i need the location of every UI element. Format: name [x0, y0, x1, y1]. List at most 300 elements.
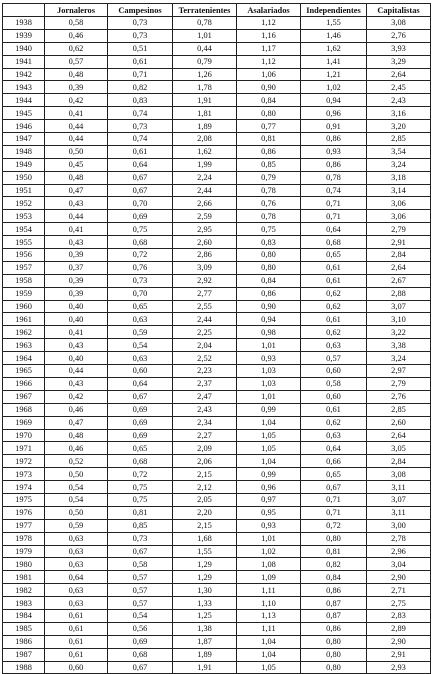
- cell-independientes: 0,68: [301, 236, 367, 249]
- cell-asalariados: 0,80: [237, 261, 301, 274]
- cell-independientes: 0,62: [301, 326, 367, 339]
- cell-jornaleros: 0,61: [45, 622, 108, 635]
- cell-jornaleros: 0,63: [45, 597, 108, 610]
- cell-asalariados: 0,97: [237, 493, 301, 506]
- cell-terratenientes: 1,89: [173, 648, 237, 661]
- cell-asalariados: 1,04: [237, 635, 301, 648]
- cell-jornaleros: 0,42: [45, 390, 108, 403]
- cell-independientes: 0,84: [301, 571, 367, 584]
- cell-asalariados: 0,83: [237, 236, 301, 249]
- cell-jornaleros: 0,63: [45, 545, 108, 558]
- table-row: [3, 635, 431, 648]
- cell-capitalistas: 2,91: [367, 648, 431, 661]
- cell-terratenientes: 1,33: [173, 597, 237, 610]
- cell-capitalistas: 2,71: [367, 584, 431, 597]
- cell-asalariados: 1,01: [237, 390, 301, 403]
- cell-capitalistas: 3,16: [367, 107, 431, 120]
- cell-terratenientes: 1,29: [173, 571, 237, 584]
- table-row: [3, 261, 431, 274]
- cell-asalariados: 1,01: [237, 532, 301, 545]
- cell-jornaleros: 0,40: [45, 300, 108, 313]
- table-row: [3, 455, 431, 468]
- cell-campesinos: 0,68: [108, 455, 173, 468]
- cell-jornaleros: 0,48: [45, 429, 108, 442]
- cell-campesinos: 0,57: [108, 584, 173, 597]
- cell-jornaleros: 0,64: [45, 571, 108, 584]
- cell-campesinos: 0,63: [108, 313, 173, 326]
- table-row: [3, 68, 431, 81]
- cell-year: 1954: [3, 223, 45, 236]
- table-row: [3, 352, 431, 365]
- cell-jornaleros: 0,44: [45, 365, 108, 378]
- cell-jornaleros: 0,46: [45, 403, 108, 416]
- cell-year: 1981: [3, 571, 45, 584]
- cell-terratenientes: 1,62: [173, 145, 237, 158]
- cell-year: 1943: [3, 81, 45, 94]
- cell-asalariados: 1,13: [237, 609, 301, 622]
- cell-terratenientes: 3,09: [173, 261, 237, 274]
- column-header-jornaleros: Jornaleros: [45, 4, 108, 17]
- cell-campesinos: 0,76: [108, 261, 173, 274]
- cell-terratenientes: 2,05: [173, 493, 237, 506]
- cell-campesinos: 0,75: [108, 481, 173, 494]
- column-header-year: [3, 4, 45, 17]
- cell-year: 1960: [3, 300, 45, 313]
- cell-capitalistas: 2,83: [367, 609, 431, 622]
- cell-capitalistas: 2,90: [367, 571, 431, 584]
- table-row: [3, 597, 431, 610]
- cell-independientes: 0,86: [301, 584, 367, 597]
- table-row: [3, 339, 431, 352]
- cell-campesinos: 0,71: [108, 68, 173, 81]
- column-header-asalariados: Asalariados: [237, 4, 301, 17]
- cell-jornaleros: 0,43: [45, 339, 108, 352]
- cell-year: 1974: [3, 481, 45, 494]
- cell-jornaleros: 0,48: [45, 171, 108, 184]
- table-row: [3, 648, 431, 661]
- cell-campesinos: 0,69: [108, 416, 173, 429]
- cell-asalariados: 0,93: [237, 519, 301, 532]
- cell-independientes: 0,71: [301, 210, 367, 223]
- cell-capitalistas: 3,20: [367, 120, 431, 133]
- table-row: [3, 42, 431, 55]
- cell-capitalistas: 3,24: [367, 158, 431, 171]
- cell-jornaleros: 0,46: [45, 442, 108, 455]
- cell-capitalistas: 3,00: [367, 519, 431, 532]
- cell-independientes: 1,41: [301, 55, 367, 68]
- cell-year: 1979: [3, 545, 45, 558]
- cell-terratenientes: 2,43: [173, 403, 237, 416]
- cell-capitalistas: 2,43: [367, 94, 431, 107]
- column-header-campesinos: Campesinos: [108, 4, 173, 17]
- cell-jornaleros: 0,40: [45, 313, 108, 326]
- cell-terratenientes: 2,44: [173, 184, 237, 197]
- cell-asalariados: 1,10: [237, 597, 301, 610]
- table-body: [3, 17, 431, 674]
- cell-campesinos: 0,54: [108, 609, 173, 622]
- cell-year: 1944: [3, 94, 45, 107]
- cell-year: 1980: [3, 558, 45, 571]
- cell-jornaleros: 0,42: [45, 94, 108, 107]
- cell-year: 1939: [3, 29, 45, 42]
- cell-capitalistas: 3,11: [367, 481, 431, 494]
- cell-year: 1978: [3, 532, 45, 545]
- cell-capitalistas: 2,76: [367, 390, 431, 403]
- cell-campesinos: 0,73: [108, 120, 173, 133]
- cell-campesinos: 0,67: [108, 661, 173, 674]
- table-row: [3, 571, 431, 584]
- cell-independientes: 0,71: [301, 197, 367, 210]
- cell-year: 1959: [3, 287, 45, 300]
- cell-campesinos: 0,64: [108, 377, 173, 390]
- cell-capitalistas: 3,24: [367, 352, 431, 365]
- cell-capitalistas: 3,38: [367, 339, 431, 352]
- cell-year: 1969: [3, 416, 45, 429]
- cell-capitalistas: 2,79: [367, 223, 431, 236]
- cell-terratenientes: 1,68: [173, 532, 237, 545]
- cell-terratenientes: 2,95: [173, 223, 237, 236]
- table-row: [3, 481, 431, 494]
- cell-year: 1942: [3, 68, 45, 81]
- cell-year: 1967: [3, 390, 45, 403]
- cell-year: 1948: [3, 145, 45, 158]
- cell-jornaleros: 0,50: [45, 145, 108, 158]
- cell-campesinos: 0,73: [108, 274, 173, 287]
- cell-campesinos: 0,54: [108, 339, 173, 352]
- table-row: [3, 274, 431, 287]
- cell-capitalistas: 2,89: [367, 622, 431, 635]
- cell-asalariados: 1,04: [237, 416, 301, 429]
- data-table: [2, 3, 431, 674]
- cell-year: 1946: [3, 120, 45, 133]
- table-row: [3, 519, 431, 532]
- cell-terratenientes: 2,66: [173, 197, 237, 210]
- cell-campesinos: 0,59: [108, 326, 173, 339]
- cell-independientes: 0,57: [301, 352, 367, 365]
- cell-campesinos: 0,63: [108, 352, 173, 365]
- table-row: [3, 313, 431, 326]
- cell-terratenientes: 1,30: [173, 584, 237, 597]
- cell-terratenientes: 2,20: [173, 506, 237, 519]
- cell-jornaleros: 0,47: [45, 184, 108, 197]
- cell-capitalistas: 2,91: [367, 236, 431, 249]
- cell-jornaleros: 0,43: [45, 197, 108, 210]
- cell-jornaleros: 0,63: [45, 584, 108, 597]
- cell-jornaleros: 0,61: [45, 609, 108, 622]
- cell-independientes: 0,91: [301, 120, 367, 133]
- cell-capitalistas: 2,88: [367, 287, 431, 300]
- table-row: [3, 622, 431, 635]
- table-row: [3, 94, 431, 107]
- cell-terratenientes: 1,81: [173, 107, 237, 120]
- cell-jornaleros: 0,44: [45, 133, 108, 146]
- cell-asalariados: 0,75: [237, 223, 301, 236]
- cell-capitalistas: 3,29: [367, 55, 431, 68]
- cell-capitalistas: 2,76: [367, 29, 431, 42]
- cell-independientes: 0,65: [301, 468, 367, 481]
- cell-asalariados: 0,99: [237, 468, 301, 481]
- cell-asalariados: 0,81: [237, 133, 301, 146]
- cell-terratenientes: 1,99: [173, 158, 237, 171]
- cell-capitalistas: 3,07: [367, 493, 431, 506]
- cell-terratenientes: 2,08: [173, 133, 237, 146]
- table-row: [3, 326, 431, 339]
- cell-jornaleros: 0,63: [45, 532, 108, 545]
- cell-jornaleros: 0,41: [45, 326, 108, 339]
- cell-capitalistas: 3,07: [367, 300, 431, 313]
- cell-capitalistas: 3,93: [367, 42, 431, 55]
- cell-independientes: 0,86: [301, 158, 367, 171]
- cell-independientes: 0,86: [301, 133, 367, 146]
- cell-independientes: 0,72: [301, 519, 367, 532]
- cell-jornaleros: 0,48: [45, 68, 108, 81]
- cell-asalariados: 0,95: [237, 506, 301, 519]
- cell-independientes: 1,62: [301, 42, 367, 55]
- cell-campesinos: 0,61: [108, 145, 173, 158]
- cell-capitalistas: 3,22: [367, 326, 431, 339]
- cell-campesinos: 0,65: [108, 442, 173, 455]
- table-row: [3, 365, 431, 378]
- table-row: [3, 184, 431, 197]
- cell-campesinos: 0,69: [108, 210, 173, 223]
- cell-year: 1964: [3, 352, 45, 365]
- cell-independientes: 0,82: [301, 558, 367, 571]
- cell-independientes: 1,55: [301, 17, 367, 30]
- table-row: [3, 223, 431, 236]
- cell-capitalistas: 2,90: [367, 635, 431, 648]
- cell-terratenientes: 1,87: [173, 635, 237, 648]
- cell-asalariados: 0,76: [237, 197, 301, 210]
- cell-independientes: 0,80: [301, 635, 367, 648]
- cell-asalariados: 0,96: [237, 481, 301, 494]
- cell-independientes: 0,80: [301, 648, 367, 661]
- cell-terratenientes: 1,26: [173, 68, 237, 81]
- cell-campesinos: 0,69: [108, 403, 173, 416]
- table-row: [3, 81, 431, 94]
- table-row: [3, 584, 431, 597]
- cell-asalariados: 0,77: [237, 120, 301, 133]
- cell-campesinos: 0,68: [108, 648, 173, 661]
- cell-independientes: 0,65: [301, 249, 367, 262]
- cell-jornaleros: 0,43: [45, 377, 108, 390]
- cell-year: 1963: [3, 339, 45, 352]
- cell-independientes: 0,94: [301, 94, 367, 107]
- cell-terratenientes: 0,44: [173, 42, 237, 55]
- cell-terratenientes: 2,23: [173, 365, 237, 378]
- cell-terratenientes: 1,91: [173, 661, 237, 674]
- cell-terratenientes: 1,38: [173, 622, 237, 635]
- cell-capitalistas: 2,67: [367, 274, 431, 287]
- table-row: [3, 661, 431, 674]
- cell-terratenientes: 2,15: [173, 519, 237, 532]
- cell-asalariados: 1,16: [237, 29, 301, 42]
- cell-year: 1961: [3, 313, 45, 326]
- table-row: [3, 236, 431, 249]
- cell-jornaleros: 0,54: [45, 493, 108, 506]
- cell-jornaleros: 0,39: [45, 287, 108, 300]
- cell-independientes: 0,62: [301, 287, 367, 300]
- cell-asalariados: 1,12: [237, 55, 301, 68]
- cell-jornaleros: 0,63: [45, 558, 108, 571]
- column-header-terratenientes: Terratenientes: [173, 4, 237, 17]
- cell-campesinos: 0,61: [108, 55, 173, 68]
- cell-asalariados: 0,78: [237, 210, 301, 223]
- table-row: [3, 145, 431, 158]
- cell-independientes: 0,61: [301, 403, 367, 416]
- cell-jornaleros: 0,41: [45, 223, 108, 236]
- cell-campesinos: 0,67: [108, 545, 173, 558]
- table-row: [3, 249, 431, 262]
- cell-asalariados: 1,06: [237, 68, 301, 81]
- cell-terratenientes: 2,92: [173, 274, 237, 287]
- cell-capitalistas: 3,06: [367, 197, 431, 210]
- cell-asalariados: 1,05: [237, 661, 301, 674]
- cell-capitalistas: 2,75: [367, 597, 431, 610]
- cell-terratenientes: 1,91: [173, 94, 237, 107]
- cell-independientes: 0,67: [301, 481, 367, 494]
- table-row: [3, 558, 431, 571]
- table-row: [3, 609, 431, 622]
- cell-asalariados: 1,08: [237, 558, 301, 571]
- cell-terratenientes: 2,15: [173, 468, 237, 481]
- cell-independientes: 0,63: [301, 339, 367, 352]
- cell-year: 1966: [3, 377, 45, 390]
- cell-year: 1952: [3, 197, 45, 210]
- cell-year: 1972: [3, 455, 45, 468]
- cell-capitalistas: 2,45: [367, 81, 431, 94]
- table-row: [3, 210, 431, 223]
- cell-year: 1940: [3, 42, 45, 55]
- table-row: [3, 171, 431, 184]
- cell-independientes: 1,02: [301, 81, 367, 94]
- cell-year: 1962: [3, 326, 45, 339]
- cell-year: 1953: [3, 210, 45, 223]
- cell-capitalistas: 2,96: [367, 545, 431, 558]
- cell-terratenientes: 2,60: [173, 236, 237, 249]
- cell-capitalistas: 3,08: [367, 468, 431, 481]
- cell-terratenientes: 2,52: [173, 352, 237, 365]
- cell-campesinos: 0,67: [108, 184, 173, 197]
- cell-asalariados: 1,11: [237, 622, 301, 635]
- cell-campesinos: 0,64: [108, 158, 173, 171]
- cell-campesinos: 0,75: [108, 223, 173, 236]
- cell-year: 1971: [3, 442, 45, 455]
- cell-terratenientes: 2,34: [173, 416, 237, 429]
- cell-campesinos: 0,69: [108, 429, 173, 442]
- cell-terratenientes: 2,25: [173, 326, 237, 339]
- cell-terratenientes: 1,78: [173, 81, 237, 94]
- cell-year: 1984: [3, 609, 45, 622]
- cell-independientes: 0,62: [301, 300, 367, 313]
- cell-independientes: 0,64: [301, 442, 367, 455]
- table-row: [3, 390, 431, 403]
- cell-year: 1956: [3, 249, 45, 262]
- cell-terratenientes: 1,01: [173, 29, 237, 42]
- table-row: [3, 468, 431, 481]
- cell-independientes: 0,87: [301, 597, 367, 610]
- cell-independientes: 0,96: [301, 107, 367, 120]
- cell-capitalistas: 3,10: [367, 313, 431, 326]
- cell-terratenientes: 2,12: [173, 481, 237, 494]
- cell-capitalistas: 3,05: [367, 442, 431, 455]
- cell-independientes: 0,80: [301, 532, 367, 545]
- cell-year: 1958: [3, 274, 45, 287]
- cell-asalariados: 1,03: [237, 377, 301, 390]
- cell-year: 1941: [3, 55, 45, 68]
- cell-asalariados: 1,05: [237, 442, 301, 455]
- cell-campesinos: 0,68: [108, 236, 173, 249]
- cell-campesinos: 0,73: [108, 532, 173, 545]
- table-row: [3, 133, 431, 146]
- table-row: [3, 107, 431, 120]
- cell-independientes: 0,71: [301, 493, 367, 506]
- cell-asalariados: 0,80: [237, 107, 301, 120]
- cell-year: 1976: [3, 506, 45, 519]
- cell-independientes: 0,60: [301, 365, 367, 378]
- cell-terratenientes: 2,44: [173, 313, 237, 326]
- cell-campesinos: 0,81: [108, 506, 173, 519]
- cell-capitalistas: 2,64: [367, 261, 431, 274]
- cell-terratenientes: 1,89: [173, 120, 237, 133]
- table-row: [3, 403, 431, 416]
- cell-terratenientes: 0,78: [173, 17, 237, 30]
- cell-campesinos: 0,60: [108, 365, 173, 378]
- cell-asalariados: 1,12: [237, 17, 301, 30]
- cell-capitalistas: 2,85: [367, 403, 431, 416]
- cell-jornaleros: 0,54: [45, 481, 108, 494]
- cell-year: 1988: [3, 661, 45, 674]
- cell-campesinos: 0,74: [108, 107, 173, 120]
- cell-capitalistas: 2,84: [367, 455, 431, 468]
- cell-campesinos: 0,75: [108, 493, 173, 506]
- cell-year: 1957: [3, 261, 45, 274]
- cell-asalariados: 0,98: [237, 326, 301, 339]
- cell-asalariados: 1,11: [237, 584, 301, 597]
- cell-campesinos: 0,58: [108, 558, 173, 571]
- cell-terratenientes: 0,79: [173, 55, 237, 68]
- cell-jornaleros: 0,61: [45, 648, 108, 661]
- cell-terratenientes: 1,55: [173, 545, 237, 558]
- cell-year: 1949: [3, 158, 45, 171]
- cell-campesinos: 0,82: [108, 81, 173, 94]
- cell-jornaleros: 0,50: [45, 506, 108, 519]
- cell-terratenientes: 2,09: [173, 442, 237, 455]
- cell-jornaleros: 0,46: [45, 29, 108, 42]
- cell-year: 1983: [3, 597, 45, 610]
- cell-campesinos: 0,70: [108, 287, 173, 300]
- cell-asalariados: 0,90: [237, 300, 301, 313]
- cell-year: 1951: [3, 184, 45, 197]
- cell-independientes: 0,80: [301, 661, 367, 674]
- cell-terratenientes: 1,25: [173, 609, 237, 622]
- cell-capitalistas: 3,11: [367, 506, 431, 519]
- cell-year: 1977: [3, 519, 45, 532]
- cell-asalariados: 0,80: [237, 249, 301, 262]
- cell-capitalistas: 2,64: [367, 68, 431, 81]
- table-row: [3, 55, 431, 68]
- cell-independientes: 0,61: [301, 313, 367, 326]
- cell-capitalistas: 3,18: [367, 171, 431, 184]
- cell-jornaleros: 0,47: [45, 416, 108, 429]
- cell-campesinos: 0,57: [108, 571, 173, 584]
- cell-year: 1950: [3, 171, 45, 184]
- cell-independientes: 0,62: [301, 416, 367, 429]
- cell-terratenientes: 2,37: [173, 377, 237, 390]
- cell-asalariados: 0,84: [237, 94, 301, 107]
- table-row: [3, 158, 431, 171]
- cell-capitalistas: 3,14: [367, 184, 431, 197]
- cell-asalariados: 1,04: [237, 648, 301, 661]
